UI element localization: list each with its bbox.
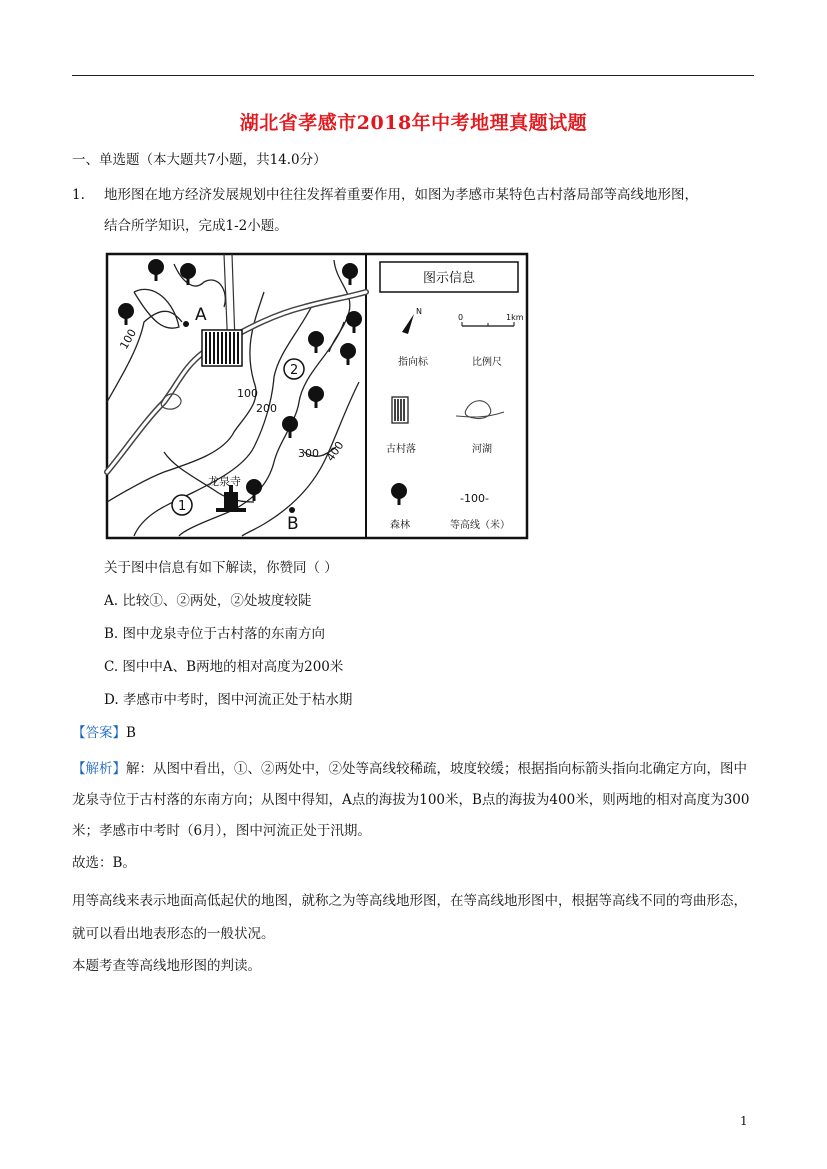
question-number: 1.: [72, 187, 85, 203]
legend-village-label: 古村落: [386, 444, 416, 455]
section-heading: 一、单选题（本大题共7小题，共14.0分）: [72, 152, 327, 168]
contour-map-figure: [104, 252, 530, 540]
contour-map: [104, 252, 530, 540]
river: [107, 292, 366, 472]
answer-line: [72, 723, 136, 743]
conclusion: 故选：B。: [72, 855, 136, 871]
svg-text:1km: 1km: [506, 313, 524, 322]
legend-contour-sample: -100-: [460, 492, 489, 505]
legend-title: 图示信息: [422, 271, 476, 286]
analysis-text: 解：从图中看出，①、②两处中，②处等高线较稀疏，坡度较缓；根据指向标箭头指向北确定方向，图中龙泉寺位于古村落的东南方向；从图中得知，A点的海拔为100米，B点的海拔为400米，则两地的相对高度为300米；孝感市中考时（6月），图中河流正处于汛期。: [72, 761, 750, 839]
legend-lake-label: 河湖: [472, 444, 492, 455]
analysis-tag: 【解析】: [72, 761, 126, 777]
temple-icon: [216, 485, 246, 512]
question-stem-line1: 地形图在地方经济发展规划中往往发挥着重要作用，如图为孝感市某特色古村落局部等高线地形图，: [104, 187, 698, 203]
option-d: D. 孝感市中考时，图中河流正处于枯水期: [104, 692, 353, 708]
question-prompt: 关于图中信息有如下解读，你赞同（ ）: [104, 560, 338, 576]
legend-forest-label: 森林: [390, 520, 410, 531]
contour-label-400: 400: [323, 439, 347, 464]
contour-label-200: 200: [256, 402, 277, 415]
marker-2: [284, 359, 304, 379]
point-a-label: A: [195, 305, 207, 325]
note-1: 用等高线来表示地面高低起伏的地图，就称之为等高线地形图，在等高线地形图中，根据等高线不同的弯曲形态，就可以看出地表形态的一般状况。: [72, 893, 747, 942]
point-b-label: B: [287, 514, 299, 534]
compass-icon: [402, 314, 414, 334]
answer-value: B: [126, 725, 136, 741]
temple-label: 龙泉寺: [208, 475, 241, 488]
option-b: B. 图中龙泉寺位于古村落的东南方向: [104, 626, 326, 642]
legend-scale-label: 比例尺: [472, 357, 502, 368]
header-rule: [72, 75, 754, 76]
note-2: 本题考查等高线地形图的判读。: [72, 958, 261, 974]
legend-contour-label: 等高线（米）: [450, 520, 510, 531]
contour-label-300: 300: [298, 447, 319, 460]
svg-text:1: 1: [178, 499, 187, 514]
marker-1: [172, 495, 192, 515]
old-village-icon: [202, 330, 242, 366]
contour-label-100a: 100: [117, 326, 140, 352]
option-a: A. 比较①、②两处，②处坡度较陡: [104, 593, 312, 609]
answer-tag: 【答案】: [72, 725, 126, 741]
page-title: 湖北省孝感市2018年中考地理真题试题: [239, 112, 588, 134]
svg-text:0: 0: [458, 313, 464, 322]
map-legend: [380, 262, 524, 531]
analysis-paragraph: [72, 754, 756, 847]
page-number: 1: [740, 1114, 748, 1128]
legend-compass-label: 指向标: [398, 357, 428, 368]
contour-label-100b: 100: [237, 387, 258, 400]
svg-text:2: 2: [290, 363, 299, 378]
question-stem-line2: 结合所学知识，完成1-2小题。: [104, 218, 288, 234]
svg-text:N: N: [416, 307, 422, 316]
option-c: C. 图中中A、B两地的相对高度为200米: [104, 659, 344, 675]
legend-forest-icon: [391, 483, 407, 505]
legend-village-icon: [392, 397, 408, 423]
